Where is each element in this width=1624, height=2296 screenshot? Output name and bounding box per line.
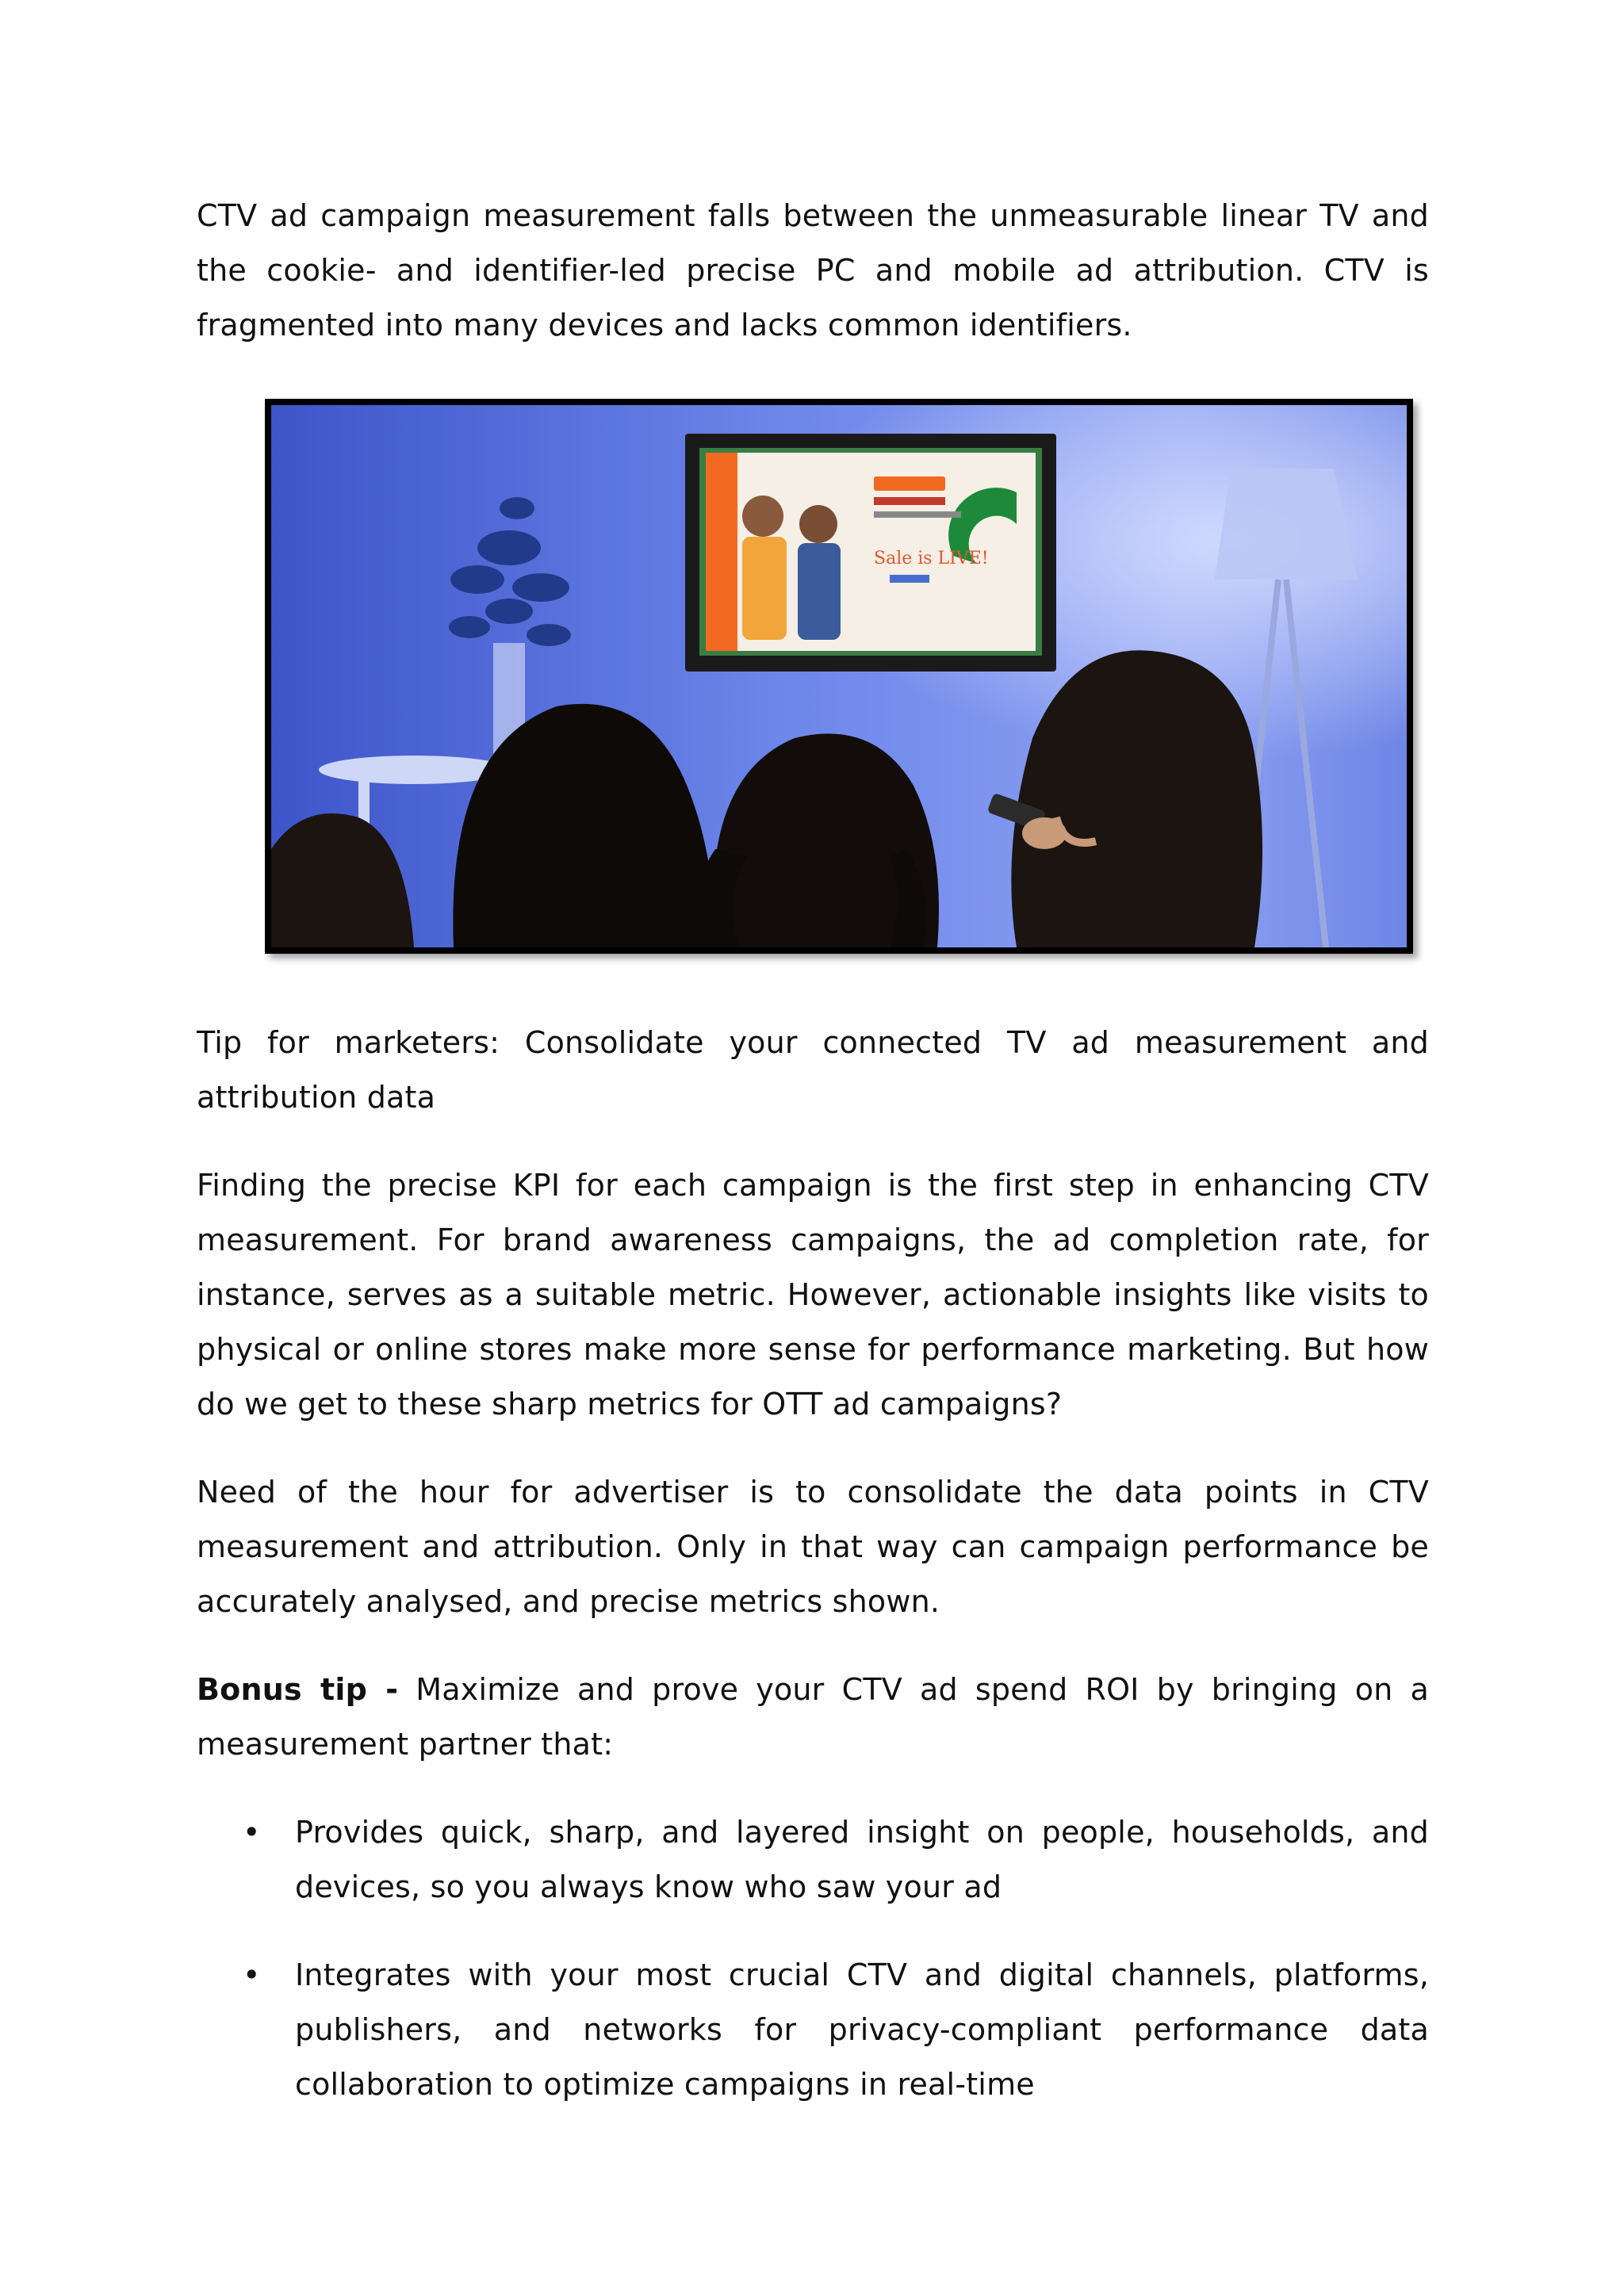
tv-ad-caption: Sale is LIVE! xyxy=(874,549,989,568)
bonus-tip-text: Maximize and prove your CTV ad spend ROI by bringing on a measurement partner that: xyxy=(197,1672,1429,1762)
list-item-text: Integrates with your most crucial CTV and digital channels, platforms, publishers, and networks for privacy-compliant performance data collaboration to optimize campaigns in real-time xyxy=(295,1957,1429,2102)
bonus-tip-label: Bonus tip - xyxy=(197,1672,399,1707)
list-item xyxy=(197,1948,1429,2112)
list-item-text: Provides quick, sharp, and layered insight on people, households, and devices, so you always know who saw your ad xyxy=(295,1815,1429,1904)
kpi-paragraph: Finding the precise KPI for each campaign is the first step in enhancing CTV measurement. For brand awareness campaigns, the ad completion rate, for instance, serves as a suitable metric. However, actionable insights like visits to physical or online stores make more sense for performance marketing. But how do we get to these sharp metrics for OTT ad campaigns? xyxy=(197,1168,1429,1422)
bullet-icon: • xyxy=(243,1815,261,1850)
photo-illustration xyxy=(271,405,1407,947)
intro-paragraph: CTV ad campaign measurement falls between the unmeasurable linear TV and the cookie- and identifier-led precise PC and mobile ad attribution. CTV is fragmented into many devices and lacks common identifiers. xyxy=(197,198,1429,342)
tip-paragraph: Tip for marketers: Consolidate your connected TV ad measurement and attribution data xyxy=(197,1025,1429,1115)
bullet-icon: • xyxy=(243,1957,261,1992)
document-content xyxy=(197,189,1429,2145)
bonus-tip-paragraph xyxy=(197,1663,1429,1772)
need-paragraph: Need of the hour for advertiser is to consolidate the data points in CTV measurement and attribution. Only in that way can campaign performance be accurately analysed, and precise metrics shown. xyxy=(197,1475,1429,1619)
bullet-list xyxy=(197,1805,1429,2112)
family-watching-tv-photo xyxy=(265,399,1413,954)
list-item xyxy=(197,1805,1429,1915)
